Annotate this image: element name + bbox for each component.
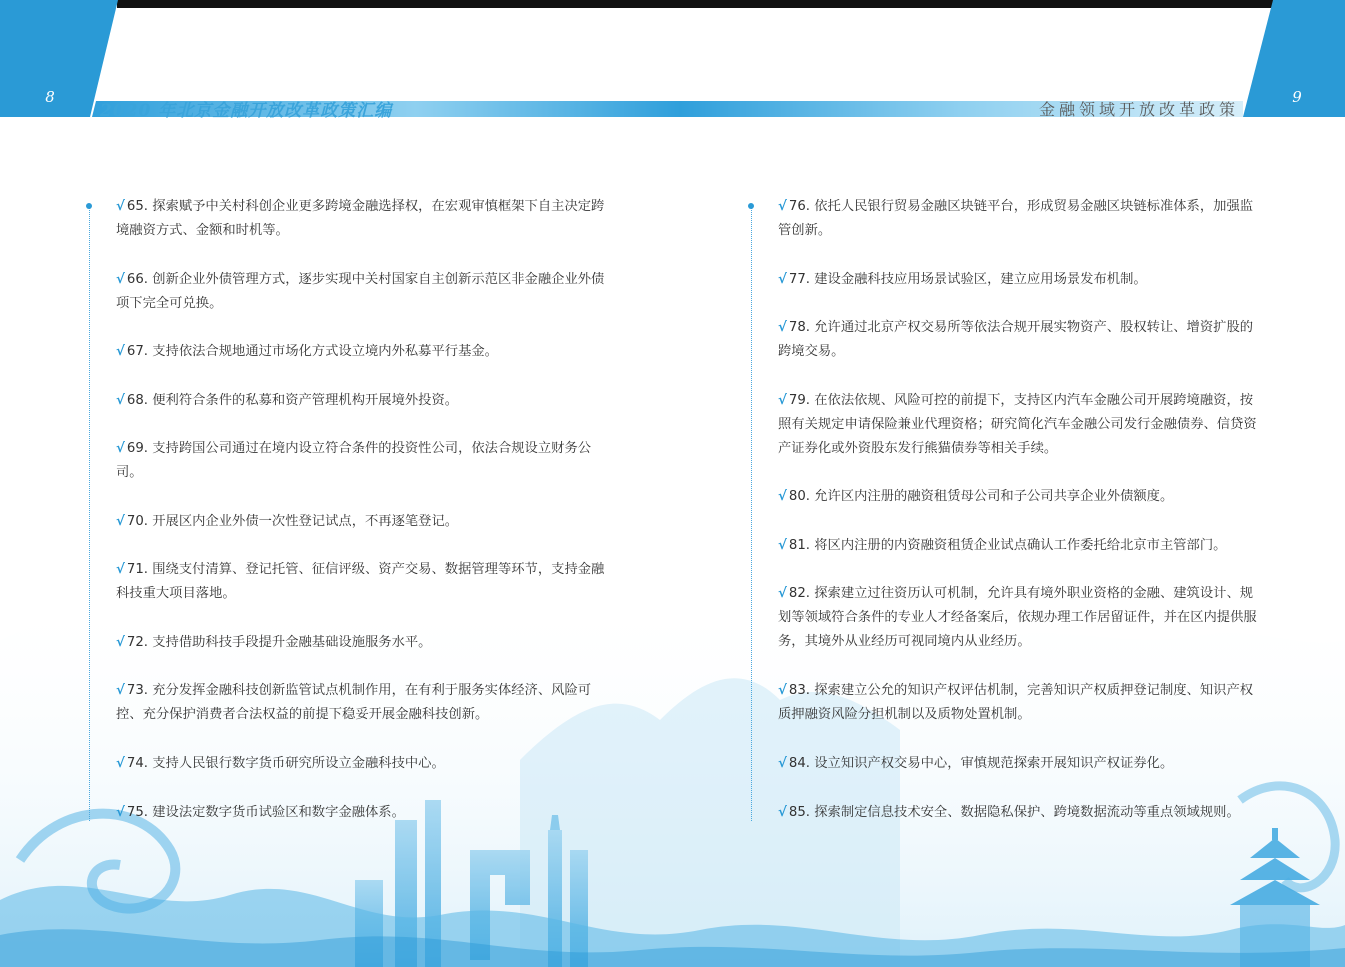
check-mark-icon: √	[778, 756, 787, 771]
policy-item-77: √ 77. 建设金融科技应用场景试验区，建立应用场景发布机制。	[778, 272, 1147, 287]
left-header-title: 2020 年北京金融开放改革政策汇编	[100, 101, 393, 121]
policy-item-81: √ 81. 将区内注册的内资融资租赁企业试点确认工作委托给北京市主管部门。	[778, 538, 1227, 553]
policy-item-71: √ 71. 围绕支付清算、登记托管、征信评级、资产交易、数据管理等环节，支持金融科技重大项目落地。	[116, 562, 605, 601]
check-mark-icon: √	[116, 514, 125, 529]
top-black-bar	[117, 0, 1273, 8]
policy-item-78: √ 78. 允许通过北京产权交易所等依法合规开展实物资产、股权转让、增资扩股的跨境交易。	[778, 320, 1254, 359]
right-page-number: 9	[1292, 88, 1302, 106]
check-mark-icon: √	[778, 199, 787, 214]
check-mark-icon: √	[778, 538, 787, 553]
check-mark-icon: √	[778, 805, 787, 820]
policy-item-85: √ 85. 探索制定信息技术安全、数据隐私保护、跨境数据流动等重点领域规则。	[778, 805, 1240, 820]
policy-item-65: √ 65. 探索赋予中关村科创企业更多跨境金融选择权，在宏观审慎框架下自主决定跨境融资方式、金额和时机等。	[116, 199, 605, 238]
check-mark-icon: √	[778, 393, 787, 408]
check-mark-icon: √	[778, 683, 787, 698]
check-mark-icon: √	[116, 441, 125, 456]
policy-item-72: √ 72. 支持借助科技手段提升金融基础设施服务水平。	[116, 635, 432, 650]
policy-item-69: √ 69. 支持跨国公司通过在境内设立符合条件的投资性公司，依法合规设立财务公司。	[116, 441, 592, 480]
policy-item-80: √ 80. 允许区内注册的融资租赁母公司和子公司共享企业外债额度。	[778, 489, 1174, 504]
policy-item-79: √ 79. 在依法依规、风险可控的前提下，支持区内汽车金融公司开展跨境融资，按照有关规定申请保险兼业代理资格；研究简化汽车金融公司发行金融债券、信贷资产证券化或外资股东发行熊猫债券等相关手续。	[778, 393, 1257, 456]
policy-item-76: √ 76. 依托人民银行贸易金融区块链平台，形成贸易金融区块链标准体系，加强监管创新。	[778, 199, 1254, 238]
check-mark-icon: √	[116, 562, 125, 577]
check-mark-icon: √	[778, 489, 787, 504]
policy-item-84: √ 84. 设立知识产权交易中心，审慎规范探索开展知识产权证券化。	[778, 756, 1174, 771]
policy-item-68: √ 68. 便利符合条件的私募和资产管理机构开展境外投资。	[116, 393, 459, 408]
right-guide-line	[751, 206, 752, 821]
check-mark-icon: √	[116, 756, 125, 771]
right-header-title: 金融领域开放改革政策	[1038, 100, 1239, 119]
check-mark-icon: √	[116, 635, 125, 650]
left-page-number: 8	[45, 88, 55, 106]
check-mark-icon: √	[116, 683, 125, 698]
right-guide-dot	[748, 203, 754, 209]
check-mark-icon: √	[778, 586, 787, 601]
policy-item-70: √ 70. 开展区内企业外债一次性登记试点，不再逐笔登记。	[116, 514, 459, 529]
check-mark-icon: √	[778, 320, 787, 335]
policy-item-73: √ 73. 充分发挥金融科技创新监管试点机制作用，在有利于服务实体经济、风险可控、充分保护消费者合法权益的前提下稳妥开展金融科技创新。	[116, 683, 592, 722]
check-mark-icon: √	[116, 344, 125, 359]
check-mark-icon: √	[116, 272, 125, 287]
check-mark-icon: √	[116, 199, 125, 214]
check-mark-icon: √	[116, 393, 125, 408]
policy-item-74: √ 74. 支持人民银行数字货币研究所设立金融科技中心。	[116, 756, 445, 771]
check-mark-icon: √	[116, 805, 125, 820]
policy-item-83: √ 83. 探索建立公允的知识产权评估机制，完善知识产权质押登记制度、知识产权质押融资风险分担机制以及质物处置机制。	[778, 683, 1254, 722]
left-guide-dot	[86, 203, 92, 209]
check-mark-icon: √	[778, 272, 787, 287]
policy-item-82: √ 82. 探索建立过往资历认可机制，允许具有境外职业资格的金融、建筑设计、规划等领域符合条件的专业人才经备案后，依规办理工作居留证件，并在区内提供服务，其境外从业经历可视同境内从业经历。	[778, 586, 1257, 649]
policy-item-66: √ 66. 创新企业外债管理方式，逐步实现中关村国家自主创新示范区非金融企业外债项下完全可兑换。	[116, 272, 605, 311]
policy-item-75: √ 75. 建设法定数字货币试验区和数字金融体系。	[116, 805, 405, 820]
left-guide-line	[89, 206, 90, 821]
policy-item-67: √ 67. 支持依法合规地通过市场化方式设立境内外私募平行基金。	[116, 344, 498, 359]
